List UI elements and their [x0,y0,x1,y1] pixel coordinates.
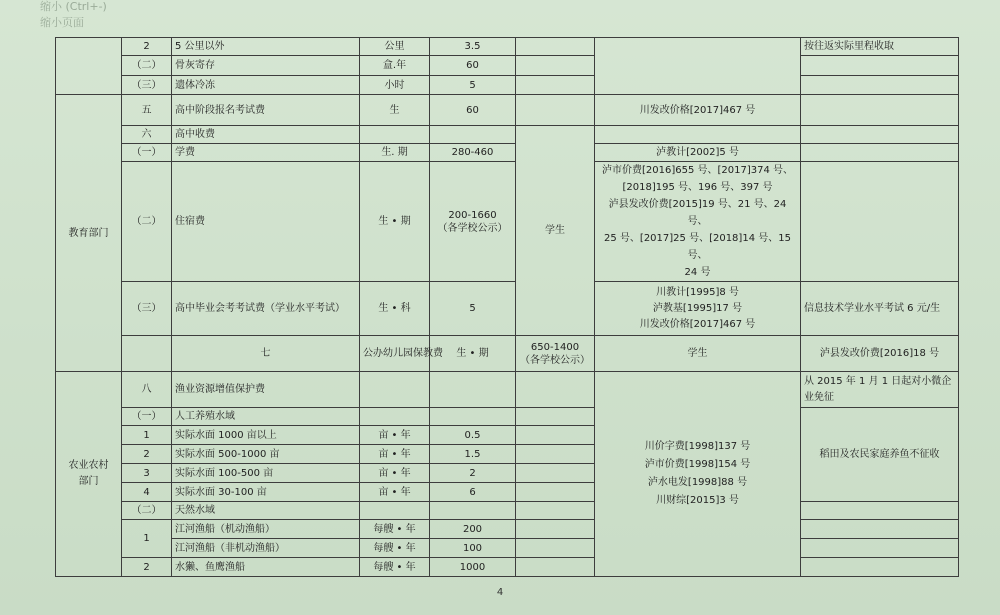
item-unit: 亩 • 年 [360,445,430,464]
table-row [56,372,959,408]
price-cell [430,372,516,408]
item-basis [595,282,801,336]
item-number: 六 [122,126,172,144]
price-remark: （各学校公示） [437,222,508,234]
target-cell [516,502,595,520]
item-unit: 生 • 科 [360,282,430,336]
price-range: 200-1660 [448,209,497,221]
item-price: 60 [430,56,516,76]
item-unit: 生 • 期 [360,162,430,282]
item-basis: 泸教计[2002]5 号 [595,144,801,162]
table-row [56,408,959,426]
item-number: 1 [122,426,172,445]
item-name: 江河渔船（非机动渔船） [172,539,360,558]
item-unit: 公里 [360,38,430,56]
item-price: 2 [430,464,516,483]
item-unit: 亩 • 年 [360,464,430,483]
note-cell [801,144,959,162]
department-line: 农业农村 [68,460,109,471]
table-row [56,336,959,372]
item-basis [595,372,801,577]
item-basis: 泸县发改价费[2016]18 号 [801,336,959,372]
item-number: （二） [122,502,172,520]
note-cell [801,76,959,95]
item-number: 4 [122,483,172,502]
item-price: 1.5 [430,445,516,464]
item-number: 2 [122,38,172,56]
table-row [56,539,959,558]
item-note [801,372,959,408]
item-name: 遗体冷冻 [172,76,360,95]
item-unit: 盒.年 [360,56,430,76]
note-cell [801,126,959,144]
target-cell [516,483,595,502]
target-cell [516,408,595,426]
basis-line: 24 号 [684,267,711,278]
basis-line: 川价字费[1998]137 号 [644,441,751,452]
item-basis: 川发改价格[2017]467 号 [595,95,801,126]
note-line: 从 2015 年 1 月 1 日起对小微企 [804,375,952,387]
table-row [56,76,959,95]
item-note: 稻田及农民家庭养鱼不征收 [801,408,959,502]
item-price: 280-460 [430,144,516,162]
price-range: 650-1400 [530,341,580,353]
price-cell [430,408,516,426]
item-number: （三） [122,76,172,95]
item-price: 0.5 [430,426,516,445]
unit-cell [360,502,430,520]
item-unit: 生 • 期 [430,336,516,372]
basis-line: 川教计[1995]8 号 [656,286,739,298]
department-line: 部门 [78,476,99,487]
item-name: 实际水面 30-100 亩 [172,483,360,502]
note-cell [801,95,959,126]
item-name: 江河渔船（机动渔船） [172,520,360,539]
fee-table [55,37,959,577]
item-name: 骨灰寄存 [172,56,360,76]
target-cell [516,464,595,483]
item-name: 高中毕业会考考试费（学业水平考试） [172,282,360,336]
item-note: 按往返实际里程收取 [801,38,959,56]
note-cell [801,520,959,539]
basis-line: 25 号、[2017]25 号、[2018]14 号、15 号、 [604,233,791,261]
basis-line: 泸县发改价费[2015]19 号、21 号、24 号、 [608,199,787,227]
item-number: 七 [172,336,360,372]
item-unit: 每艘 • 年 [360,520,430,539]
table-row [56,162,959,282]
target-cell [516,558,595,577]
basis-line: 川财综[2015]3 号 [656,495,739,506]
table-row [56,126,959,144]
table-row [56,144,959,162]
target-cell [516,426,595,445]
item-unit: 小时 [360,76,430,95]
item-price: 5 [430,76,516,95]
item-number: 八 [122,372,172,408]
item-name: 实际水面 1000 亩以上 [172,426,360,445]
item-number: （二） [122,56,172,76]
item-price: 3.5 [430,38,516,56]
target-cell [516,372,595,408]
item-unit: 每艘 • 年 [360,558,430,577]
unit-cell [360,126,430,144]
target-cell [516,539,595,558]
note-cell [801,558,959,577]
note-cell [801,56,959,76]
note-line: 业免征 [804,391,834,403]
table-row [56,558,959,577]
department-education: 教育部门 [56,95,122,372]
item-name: 5 公里以外 [172,38,360,56]
item-name: 天然水域 [172,502,360,520]
note-cell [801,502,959,520]
item-name: 人工养殖水域 [172,408,360,426]
zoom-out-tooltip-subtitle: 缩小页面 [40,16,84,29]
item-unit: 亩 • 年 [360,483,430,502]
table-row [56,38,959,56]
note-cell [801,162,959,282]
item-number: 五 [122,95,172,126]
note-cell [801,539,959,558]
item-name: 水獭、鱼鹰渔船 [172,558,360,577]
price-remark: （各学校公示） [520,354,590,366]
price-cell [430,126,516,144]
target-cell [516,520,595,539]
table-row [56,56,959,76]
item-target: 学生 [516,126,595,336]
item-price: 5 [430,282,516,336]
item-note: 信息技术学业水平考试 6 元/生 [801,282,959,336]
item-name: 公办幼儿园保教费 [360,336,430,372]
table-row [56,520,959,539]
target-cell [516,38,595,56]
item-unit: 生 [360,95,430,126]
basis-line: 泸市价费[1998]154 号 [644,459,751,470]
item-name: 实际水面 500-1000 亩 [172,445,360,464]
unit-cell [360,372,430,408]
table-row [56,95,959,126]
target-cell [516,95,595,126]
item-number: （三） [122,282,172,336]
item-unit: 每艘 • 年 [360,539,430,558]
item-unit: 亩 • 年 [360,426,430,445]
item-price: 100 [430,539,516,558]
item-price: 60 [430,95,516,126]
item-unit: 生. 期 [360,144,430,162]
item-name: 高中阶段报名考试费 [172,95,360,126]
item-number: 3 [122,464,172,483]
item-name: 住宿费 [172,162,360,282]
item-target: 学生 [595,336,801,372]
item-name: 渔业资源增值保护费 [172,372,360,408]
item-number: （二） [122,162,172,282]
item-basis [595,162,801,282]
basis-line: 泸市价费[2016]655 号、[2017]374 号、 [601,165,794,176]
item-price [430,162,516,282]
price-cell [430,502,516,520]
unit-cell [360,408,430,426]
item-price: 1000 [430,558,516,577]
basis-line: [2018]195 号、196 号、397 号 [622,182,773,193]
target-cell [516,76,595,95]
item-number: （一） [122,144,172,162]
department-cell [56,38,122,95]
department-cell [122,336,172,372]
basis-cell [595,126,801,144]
basis-line: 泸教基[1995]17 号 [652,302,743,314]
item-number: 2 [122,445,172,464]
target-cell [516,445,595,464]
target-cell [516,56,595,76]
item-price [516,336,595,372]
item-number: 2 [122,558,172,577]
basis-cell [595,38,801,95]
table-row [56,502,959,520]
basis-line: 川发改价格[2017]467 号 [639,318,756,330]
zoom-out-tooltip: 缩小 (Ctrl+-) [40,0,107,13]
item-number: （一） [122,408,172,426]
table-row [56,282,959,336]
department-agriculture [56,372,122,577]
item-price: 200 [430,520,516,539]
basis-line: 泸水电发[1998]88 号 [647,477,748,488]
item-name: 高中收费 [172,126,360,144]
item-name: 学费 [172,144,360,162]
item-name: 实际水面 100-500 亩 [172,464,360,483]
page-number: 4 [496,587,504,598]
item-number: 1 [122,520,172,558]
item-price: 6 [430,483,516,502]
